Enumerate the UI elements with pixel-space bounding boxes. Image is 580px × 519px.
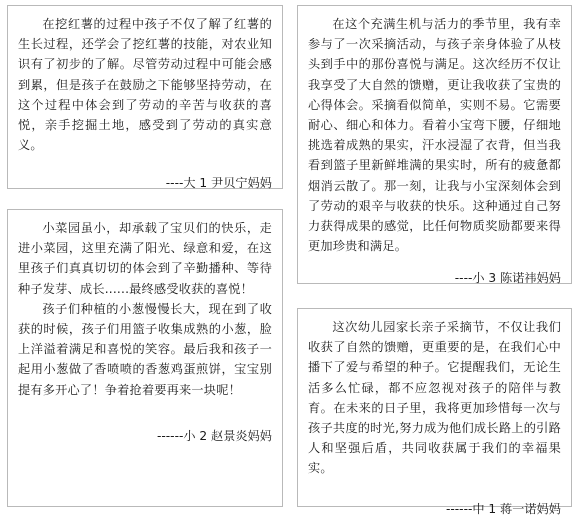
testimonial-signature: ------小 2 赵景炎妈妈 bbox=[156, 428, 272, 443]
testimonial-signature: ----小 3 陈诺祎妈妈 bbox=[454, 271, 561, 286]
testimonial-card-1 bbox=[7, 5, 283, 189]
testimonial-text: 小菜园虽小，却承载了宝贝们的快乐，走进小菜园，这里充满了阳光、绿意和爱，在这里孩子们真真切切的体会到了辛勤播种、等待种子发芽、成长......最终感受收获的喜悦！ bbox=[18, 221, 272, 296]
testimonial-text: 孩子们种植的小葱慢慢长大，现在到了收获的时候，孩子们用篮子收集成熟的小葱，脸上洋溢着满足和喜悦的笑容。最后我和孩子一起用小葱做了香喷喷的香葱鸡蛋煎饼，宝宝别提有多开心了！争着抢着要再来一块呢！ bbox=[18, 301, 272, 397]
testimonial-text: 在挖红薯的过程中孩子不仅了解了红薯的生长过程，还学会了挖红薯的技能，对农业知识有了初步的了解。尽管劳动过程中可能会感到累，但是孩子在鼓励之下能够坚持劳动，在这个过程中体会到了劳动的辛苦与收获的喜悦，亲手挖掘土地，感受到了劳动的真实意义。 bbox=[18, 17, 272, 153]
testimonial-card-4 bbox=[297, 308, 572, 516]
testimonial-card-2 bbox=[7, 209, 283, 507]
testimonial-text: 这次幼儿园家长亲子采摘节，不仅让我们收获了自然的馈赠，更重要的是，在我们心中播下了爱与希望的种子。它提醒我们，无论生活多么忙碌，都不应忽视对孩子的陪伴与教育。在未来的日子里，我将更加珍惜每一次与孩子共度的时光,努力成为他们成长路上的引路人和坚强后盾，共同收获属于我们的幸福果实。 bbox=[308, 320, 561, 476]
testimonial-card-3 bbox=[297, 5, 572, 284]
testimonial-text: 在这个充满生机与活力的季节里，我有幸参与了一次采摘活动，与孩子亲身体验了从枝头到手中的那份喜悦与满足。这次经历不仅让我享受了大自然的馈赠，更让我收获了宝贵的心得体会。采摘看似简单，实则不易。它需要耐心、细心和体力。看着小宝弯下腰，仔细地挑选着成熟的果实，汗水浸湿了衣背，但当我看到篮子里新鲜堆满的果实时，所有的疲惫都烟消云散了。那一刻，让我与小宝深刻体会到了劳动的艰辛与收获的快乐。这种通过自己努力获得成果的感觉，比任何物质奖励都要来得更加珍贵和满足。 bbox=[308, 17, 561, 254]
testimonial-signature: ----大 1 尹贝宁妈妈 bbox=[165, 176, 272, 191]
testimonial-signature: ------中 1 蒋一诺妈妈 bbox=[445, 501, 561, 516]
